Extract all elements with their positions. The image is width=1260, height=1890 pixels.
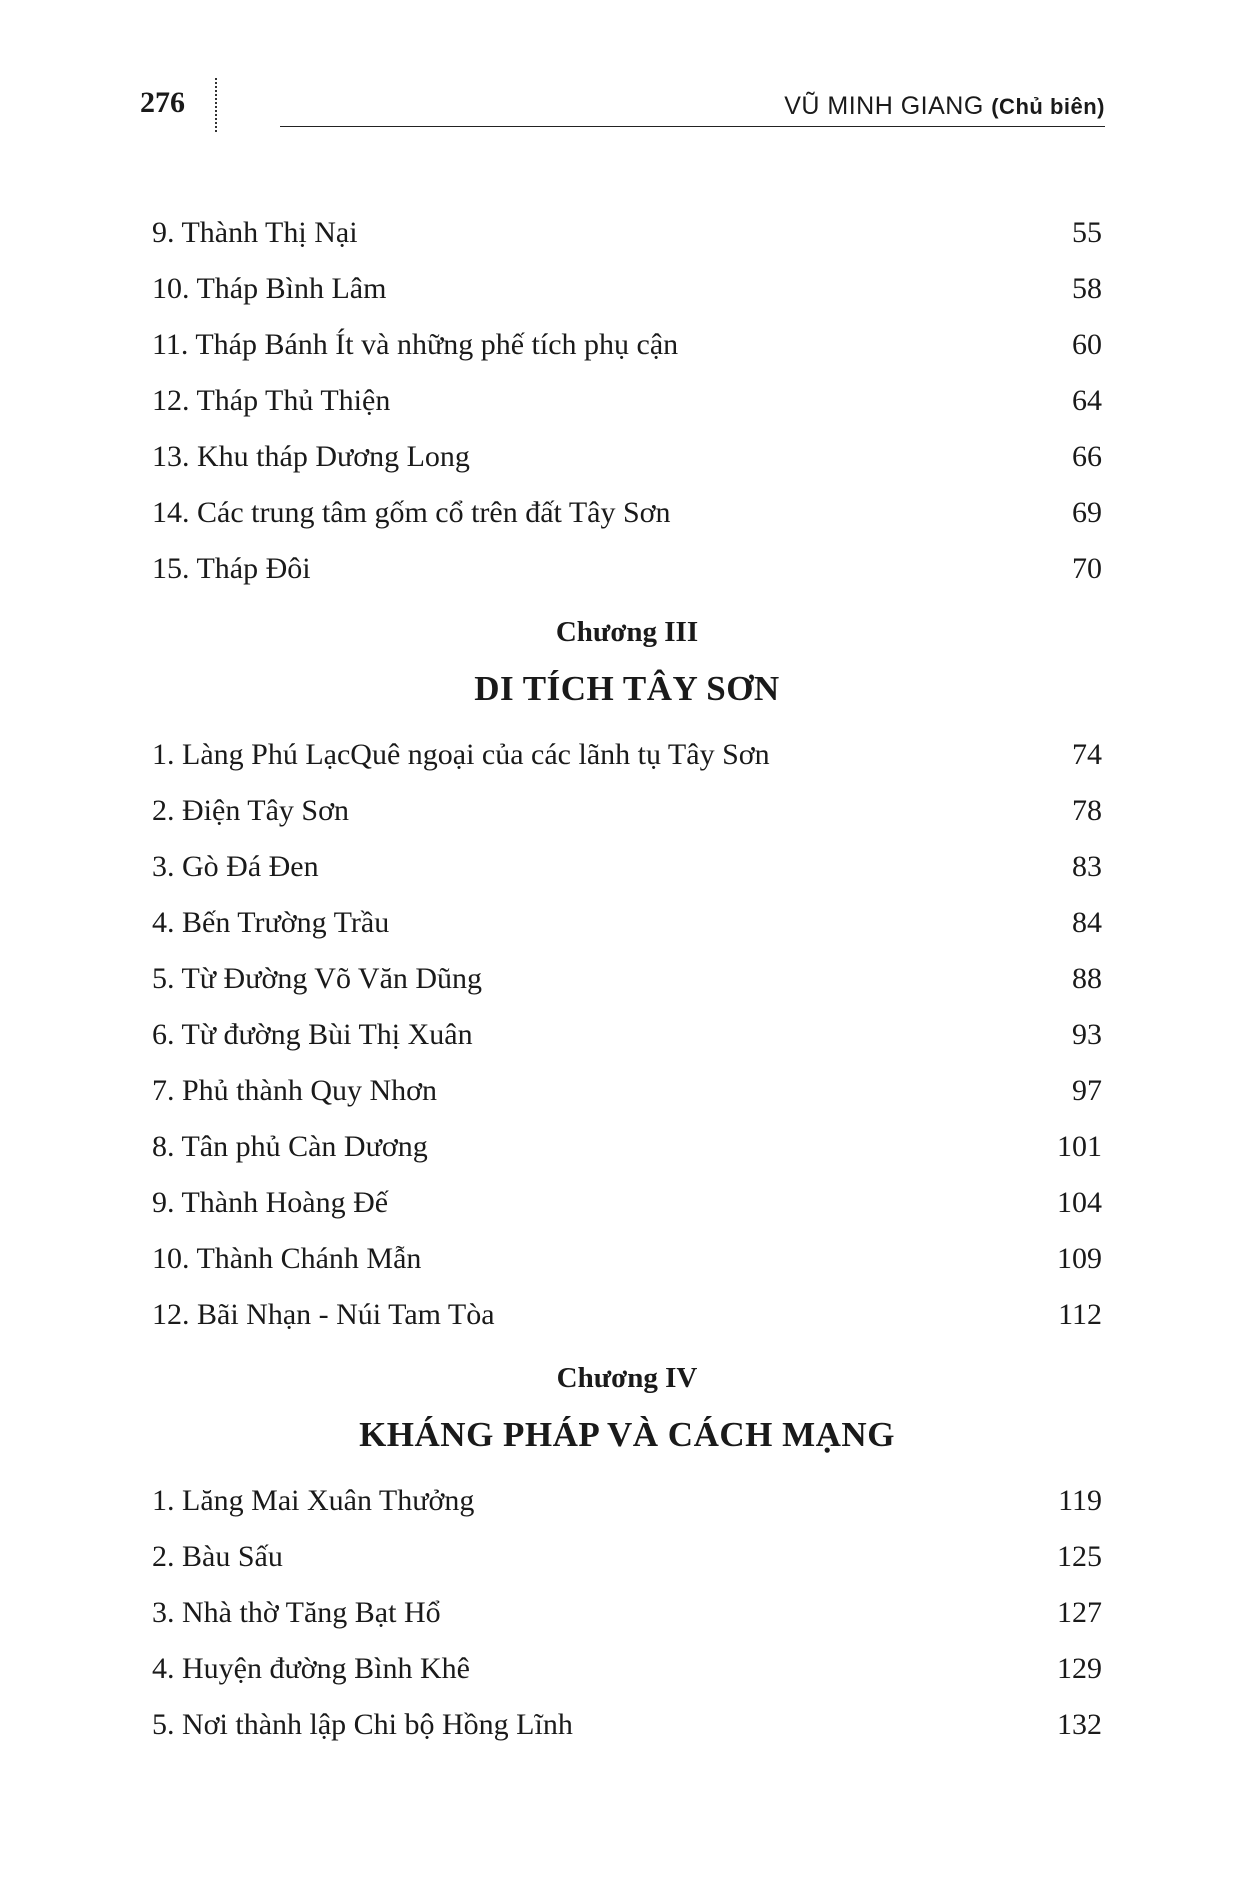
toc-entry [152,1175,1102,1231]
toc-entry [152,1119,1102,1175]
chapter-label: Chương IV [556,1362,698,1394]
running-head-author [784,92,1105,121]
toc-entry-page: 97 [1072,1074,1102,1107]
toc-group-1 [152,205,1102,597]
chapter-title: KHÁNG PHÁP VÀ CÁCH MẠNG [359,1415,895,1454]
toc-entry-page: 129 [1057,1652,1102,1685]
toc-entry-page: 60 [1072,328,1102,361]
toc-entry [152,205,1102,261]
toc-entry-title: 2. Điện Tây Sơn [152,794,349,827]
toc-entry-title: 7. Phủ thành Quy Nhơn [152,1074,438,1107]
toc-entry-page: 58 [1072,272,1102,305]
toc-entry [152,429,1102,485]
toc-entry [152,261,1102,317]
toc-entry-title: 3. Nhà thờ Tăng Bạt Hổ [152,1596,441,1629]
toc-entry-title: 13. Khu tháp Dương Long [152,440,470,473]
toc-entry-page: 125 [1057,1540,1102,1573]
toc-entry [152,783,1102,839]
toc-entry [152,1287,1102,1343]
chapter-title: DI TÍCH TÂY SƠN [474,669,780,708]
toc-entry [152,1529,1102,1585]
toc-entry [152,727,1102,783]
toc-entry [152,1641,1102,1697]
toc-entry-page: 104 [1057,1186,1102,1219]
chapter-label: Chương III [555,616,699,648]
toc-entry-title: 2. Bàu Sấu [152,1540,283,1573]
toc-entry-title: 10. Tháp Bình Lâm [152,272,387,305]
toc-entry-page: 66 [1072,440,1102,473]
toc-entry [152,895,1102,951]
toc-entry-title: 4. Bến Trường Trầu [152,906,390,939]
toc-entry [152,1697,1102,1753]
author-role: (Chủ biên) [991,94,1105,119]
toc-entry-page: 84 [1072,906,1102,939]
toc-entry-title: 9. Thành Hoàng Đế [152,1186,389,1219]
toc-entry-title: 6. Từ đường Bùi Thị Xuân [152,1018,473,1051]
toc-entry [152,317,1102,373]
toc-entry [152,1585,1102,1641]
toc-entry-page: 101 [1057,1130,1102,1163]
toc-entry-title: 3. Gò Đá Đen [152,850,319,883]
header-rule [280,126,1105,127]
page-header [140,78,1105,138]
toc-entry-title: 10. Thành Chánh Mẫn [152,1242,422,1275]
toc-entry-title: 11. Tháp Bánh Ít và những phế tích phụ cận [152,328,679,361]
toc-entry [152,839,1102,895]
toc-entry-page: 112 [1058,1298,1102,1331]
toc-entry-page: 70 [1072,552,1102,585]
toc-entry [152,1231,1102,1287]
toc-entry-page: 55 [1072,216,1102,249]
toc-entry-title: 15. Tháp Đôi [152,552,311,585]
toc-entry-page: 69 [1072,496,1102,529]
toc-entry-title: 5. Nơi thành lập Chi bộ Hồng Lĩnh [152,1708,573,1741]
toc-entry-title: 5. Từ Đường Võ Văn Dũng [152,962,483,995]
toc-entry-title: 8. Tân phủ Càn Dương [152,1130,428,1163]
toc-entry-page: 78 [1072,794,1102,827]
toc-entry-title: 4. Huyện đường Bình Khê [152,1652,470,1685]
toc-entry-page: 127 [1057,1596,1102,1629]
table-of-contents [152,205,1102,1753]
toc-entry-title: 1. Lăng Mai Xuân Thưởng [152,1484,475,1517]
toc-entry [152,1473,1102,1529]
toc-entry [152,951,1102,1007]
toc-entry-title: 9. Thành Thị Nại [152,216,358,249]
toc-entry [152,485,1102,541]
toc-entry [152,1063,1102,1119]
toc-entry-page: 109 [1057,1242,1102,1275]
page-number: 276 [140,86,185,119]
toc-entry-page: 132 [1057,1708,1102,1741]
toc-entry-title: 1. Làng Phú LạcQuê ngoại của các lãnh tụ Tây Sơn [152,738,770,771]
toc-group-chapter-4 [152,1473,1102,1753]
author-name: VŨ MINH GIANG [784,92,984,120]
toc-entry [152,373,1102,429]
toc-entry-title: 12. Bãi Nhạn - Núi Tam Tòa [152,1298,495,1331]
toc-entry-title: 14. Các trung tâm gốm cổ trên đất Tây Sơn [152,496,671,529]
toc-entry-page: 119 [1058,1484,1102,1517]
toc-group-chapter-3 [152,727,1102,1343]
toc-entry-page: 64 [1072,384,1102,417]
toc-entry-page: 93 [1072,1018,1102,1051]
toc-entry-title: 12. Tháp Thủ Thiện [152,384,391,417]
toc-entry [152,541,1102,597]
toc-entry-page: 88 [1072,962,1102,995]
toc-entry-page: 74 [1072,738,1102,771]
toc-entry-page: 83 [1072,850,1102,883]
toc-entry [152,1007,1102,1063]
header-divider [215,78,217,132]
